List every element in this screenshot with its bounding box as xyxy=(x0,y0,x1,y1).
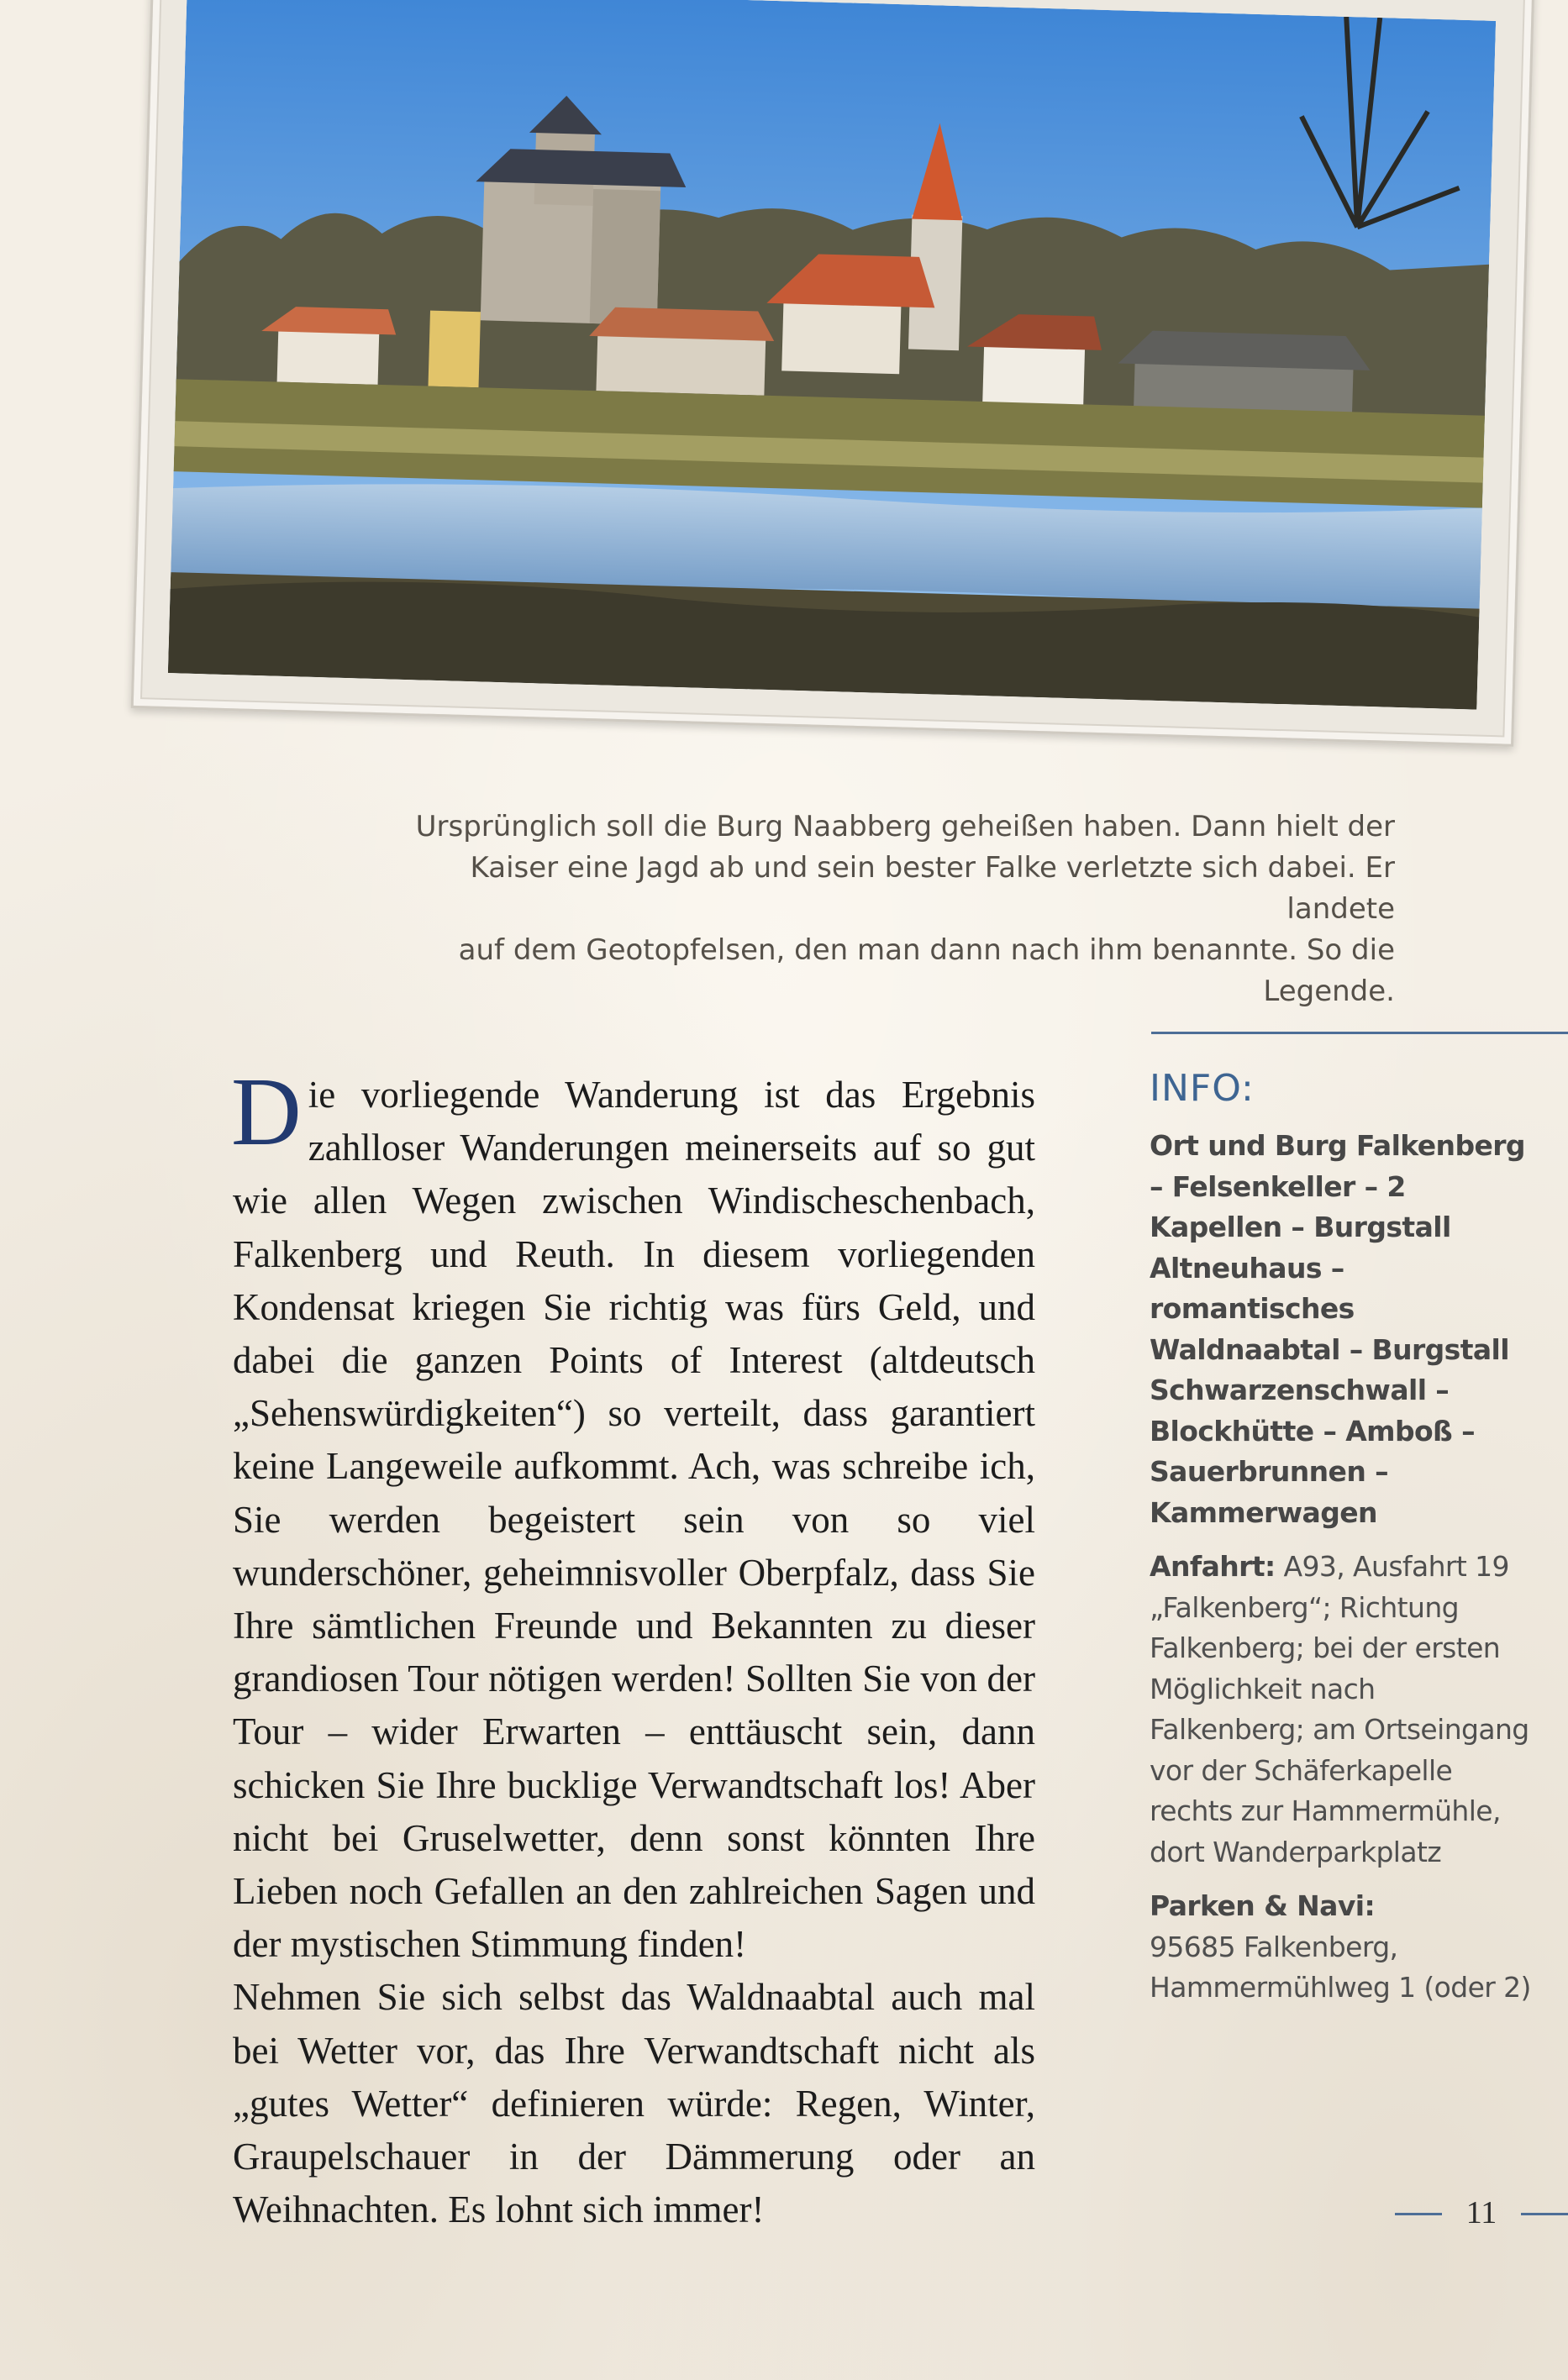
info-parken xyxy=(1150,1886,1536,2009)
info-anfahrt xyxy=(1150,1547,1536,1873)
parken-text: 95685 Falkenberg, Hammermühlweg 1 (oder 2) xyxy=(1150,1930,1531,2004)
main-text xyxy=(231,1059,1035,2236)
info-box xyxy=(1150,1067,1536,2022)
drop-cap: D xyxy=(231,1059,302,1166)
caption-line: Kaiser eine Jagd ab und sein bester Falke verletzte sich dabei. Er landete xyxy=(470,851,1395,926)
page-number-rule-right xyxy=(1521,2213,1568,2215)
caption-line: Ursprünglich soll die Burg Naabberg geheißen haben. Dann hielt der xyxy=(415,810,1395,843)
page-number-rule-left xyxy=(1395,2213,1442,2215)
parken-label: Parken & Navi: xyxy=(1150,1889,1376,1922)
photo-caption xyxy=(403,806,1395,1012)
info-title: INFO: xyxy=(1150,1067,1255,1110)
page-number: 11 xyxy=(1465,2195,1497,2230)
info-highlights: Ort und Burg Falkenberg – Felsenkeller – 2 Kapellen – Burgstall Altneuhaus – romantisches Waldnaabtal – Burgstall Schwarzenschwall – Blockhütte – Amboß – Sauerbrunnen – Kammerwagen xyxy=(1150,1129,1525,1529)
paragraph-2: Nehmen Sie sich selbst das Waldnaabtal auch mal bei Wetter vor, das Ihre Verwandtschaft nicht als „gutes Wetter“ definieren würde: Regen, Winter, Graupelschauer in der Dämmerung oder an Weihnachten. Es lohnt sich immer! xyxy=(233,1976,1035,2231)
castle-landscape-photo xyxy=(168,0,1496,710)
anfahrt-text: A93, Ausfahrt 19 „Falkenberg“; Richtung Falkenberg; bei der ersten Möglichkeit nach Falkenberg; am Ortseingang vor der Schäferkapelle rechts zur Hammermühle, dort Wanderparkplatz xyxy=(1150,1550,1529,1868)
anfahrt-label: Anfahrt: xyxy=(1150,1550,1276,1583)
landscape-photo-icon xyxy=(168,0,1496,710)
info-divider xyxy=(1151,1032,1568,1034)
caption-line: auf dem Geotopfelsen, den man dann nach ihm benannte. So die Legende. xyxy=(458,933,1395,1008)
paragraph-1-text: ie vorliegende Wanderung ist das Ergebnis zahlloser Wanderungen meinerseits auf so gut wie allen Wegen zwischen Windischeschenbach, Falkenberg und Reuth. In diesem vorliegenden Kondensat kriegen Sie richtig was fürs Geld, und dabei die ganzen Points of Interest (altdeutsch „Sehenswürdigkeiten“) so verteilt, dass garantiert keine Langeweile aufkommt. Ach, was schreibe ich, Sie werden begeistert sein von so viel wunderschöner, geheimnisvoller Oberpfalz, dass Sie Ihre sämtlichen Freunde und Bekannten zu dieser grandiosen Tour nötigen werden! Sollten Sie von der Tour – wider Erwarten – enttäuscht sein, dann schicken Sie Ihre bucklige Verwandtschaft los! Aber nicht bei Gruselwetter, denn sonst könnten Ihre Lieben noch Gefallen an den zahlreichen Sagen und der mystischen Stimmung finden! xyxy=(233,1074,1035,1966)
photo-frame xyxy=(131,0,1535,747)
paragraph-1 xyxy=(231,1059,1035,1971)
